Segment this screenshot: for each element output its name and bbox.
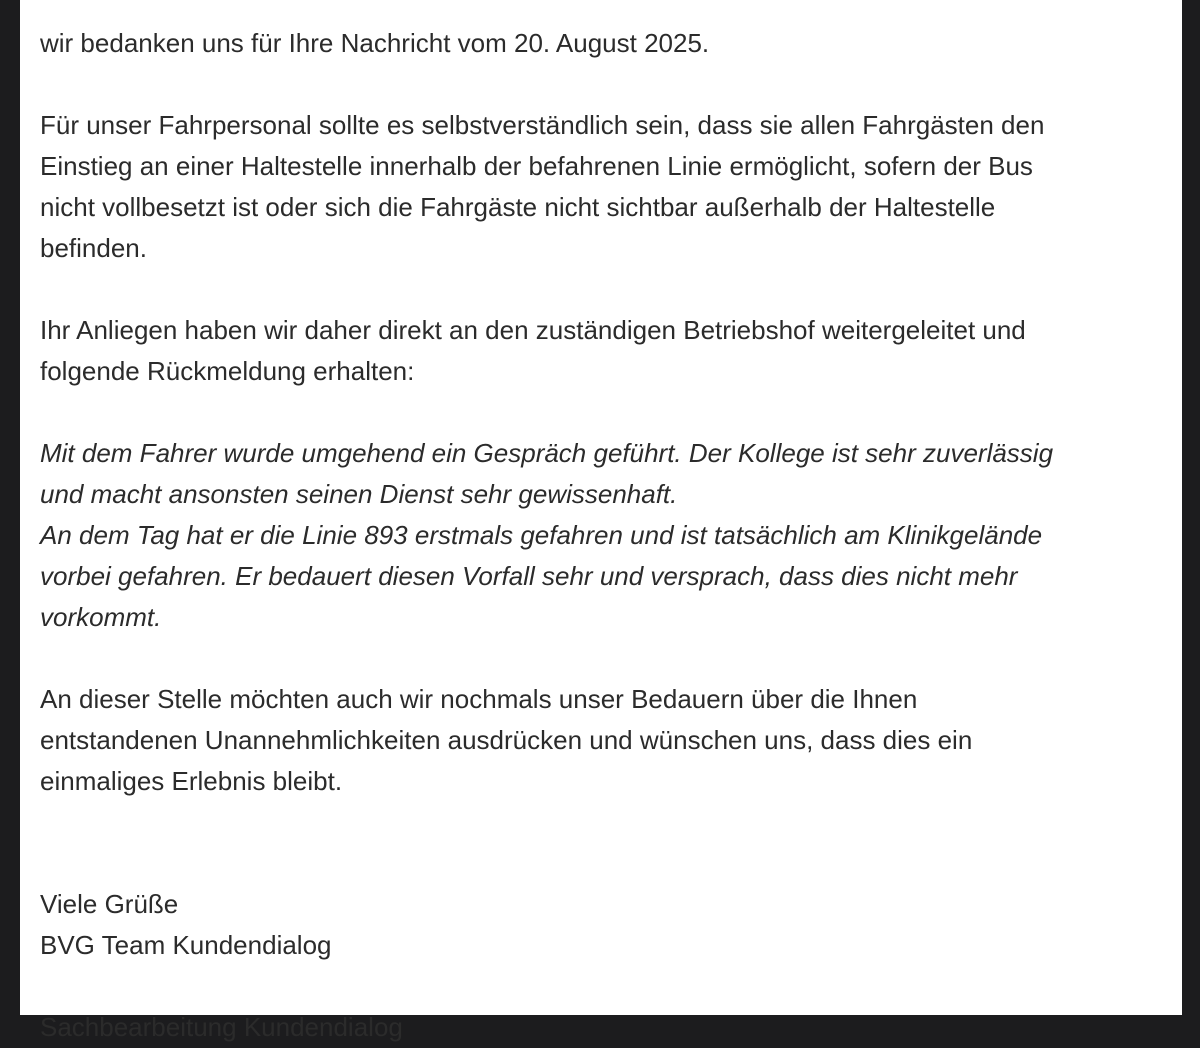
signature-department: Sachbearbeitung Kundendialog	[40, 1012, 403, 1042]
apology-paragraph	[40, 679, 1170, 802]
text-line: vorbei gefahren. Er bedauert diesen Vorfall sehr und versprach, dass dies nicht mehr	[40, 561, 1018, 591]
forwarding-paragraph	[40, 310, 1170, 392]
text-line: nicht vollbesetzt ist oder sich die Fahrgäste nicht sichtbar außerhalb der Haltestelle	[40, 192, 996, 222]
signature-team: BVG Team Kundendialog	[40, 930, 332, 960]
text-line: folgende Rückmeldung erhalten:	[40, 356, 415, 386]
text-line: entstandenen Unannehmlichkeiten ausdrücken und wünschen uns, dass dies ein	[40, 725, 973, 755]
email-body	[20, 0, 1182, 1042]
policy-paragraph	[40, 105, 1170, 269]
signature-block	[40, 884, 1170, 966]
text-line: vorkommt.	[40, 602, 162, 632]
signature-department-block	[40, 1007, 1170, 1048]
text-line: befinden.	[40, 233, 147, 263]
signature-greeting: Viele Grüße	[40, 889, 179, 919]
text-line: einmaliges Erlebnis bleibt.	[40, 766, 343, 796]
text-line: und macht ansonsten seinen Dienst sehr gewissenhaft.	[40, 479, 678, 509]
text-line: Ihr Anliegen haben wir daher direkt an den zuständigen Betriebshof weitergeleitet und	[40, 315, 1026, 345]
depot-feedback-quote	[40, 433, 1170, 638]
text-line: Für unser Fahrpersonal sollte es selbstverständlich sein, dass sie allen Fahrgästen den	[40, 110, 1045, 140]
email-content	[40, 23, 1170, 1048]
text-line: Einstieg an einer Haltestelle innerhalb der befahrenen Linie ermöglicht, sofern der Bus	[40, 151, 1033, 181]
text-line: Mit dem Fahrer wurde umgehend ein Gespräch geführt. Der Kollege ist sehr zuverlässig	[40, 438, 1054, 468]
text-line: wir bedanken uns für Ihre Nachricht vom 20. August 2025.	[40, 28, 710, 58]
thanks-paragraph	[40, 23, 1170, 64]
text-line: An dieser Stelle möchten auch wir nochmals unser Bedauern über die Ihnen	[40, 684, 918, 714]
text-line: An dem Tag hat er die Linie 893 erstmals gefahren und ist tatsächlich am Klinikgelände	[40, 520, 1043, 550]
